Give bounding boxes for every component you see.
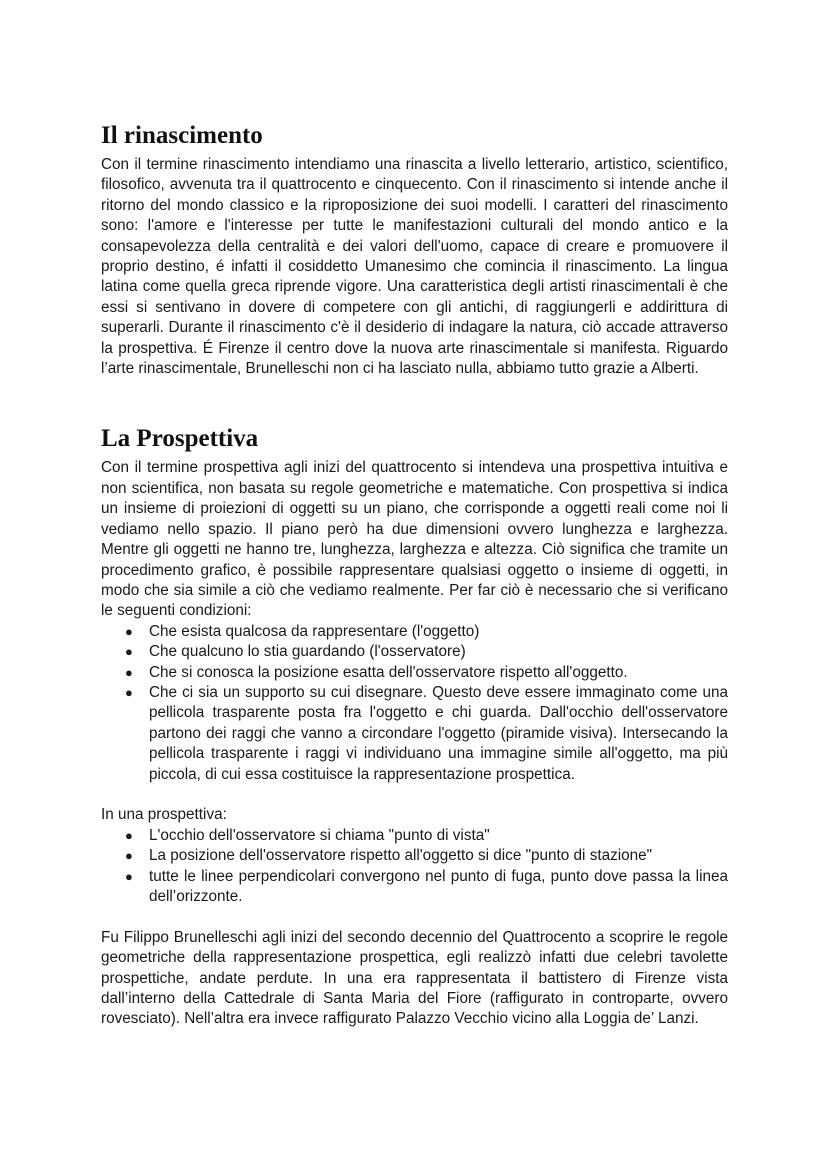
list-item: ● Che esista qualcosa da rappresentare (l'oggetto) (101, 622, 728, 642)
bullet-icon: ● (125, 827, 133, 843)
paragraph-brunelleschi: Fu Filippo Brunelleschi agli inizi del secondo decennio del Quattrocento a scoprire le regole geometriche della rappresentazione prospettica, egli realizzò infatti due celebri tavolette prospettiche, andate perdute. In una era rappresentata il battistero di Firenze vista dall’interno della Cattedrale di Santa Maria del Fiore (raffigurato in controparte, ovvero rovesciato). Nell’altra era invece raffigurato Palazzo Vecchio vicino alla Loggia de’ Lanzi. (101, 928, 728, 1028)
section-prospettiva (101, 423, 728, 1029)
bullet-icon: ● (125, 848, 133, 864)
list-item: ● Che ci sia un supporto su cui disegnare. Questo deve essere immaginato come una pellicola trasparente posta fra l'oggetto e chi guarda. Dall'occhio dell'osservatore partono dei raggi che vanno a circondare l'oggetto (piramide visiva). Intersecando la pellicola trasparente i raggi vi individuano una immagine simile all'oggetto, ma più piccola, di cui essa costituisce la rappresentazione prospettica. (125, 683, 728, 783)
bullet-icon: ● (125, 664, 133, 680)
spacer (101, 785, 728, 805)
list2-intro: In una prospettiva: (101, 806, 227, 824)
list-item: ● La posizione dell'osservatore rispetto all'oggetto si dice "punto di stazione" (101, 846, 728, 866)
list-item: ● L'occhio dell'osservatore si chiama "punto di vista" (101, 826, 728, 846)
bullet-icon: ● (125, 684, 133, 700)
perspective-terms-list (101, 826, 728, 908)
bullet-icon: ● (125, 868, 133, 884)
list-item: ● Che si conosca la posizione esatta dell'osservatore rispetto all'oggetto. (101, 663, 728, 683)
list-item: ● Che qualcuno lo stia guardando (l'osservatore) (101, 642, 728, 662)
spacer (101, 907, 728, 927)
document-page (101, 120, 728, 1030)
bullet-icon: ● (125, 623, 133, 639)
conditions-list (101, 622, 728, 785)
paragraph-rinascimento: Con il termine rinascimento intendiamo una rinascita a livello letterario, artistico, scientifico, filosofico, avvenuta tra il quattrocento e cinquecento. Con il rinascimento si intende anche il ritorno del mondo classico e la riproposizione dei suoi modelli. I caratteri del rinascimento sono: l'amore e l'interesse per tutte le manifestazioni culturali del mondo antico e la consapevolezza della centralità e dei valori dell'uomo, capace di creare e promuovere il proprio destino, é infatti il cosiddetto Umanesimo che comincia il rinascimento. La lingua latina come quella greca riprende vigore. Una caratteristica degli artisti rinascimentali è che essi si sentivano in dovere di competere con gli antichi, di raggiungerli e addirittura di superarli. Durante il rinascimento c'è il desiderio di indagare la natura, ciò accade attraverso la prospettiva. É Firenze il centro dove la nuova arte rinascimentale si manifesta. Riguardo l’arte rinascimentale, Brunelleschi non ci ha lasciato nulla, abbiamo tutto grazie a Alberti. (101, 156, 728, 378)
heading-rinascimento: Il rinascimento (101, 122, 263, 149)
section-rinascimento (101, 120, 728, 379)
list-item: ● tutte le linee perpendicolari convergono nel punto di fuga, punto dove passa la linea dell’orizzonte. (125, 867, 728, 905)
bullet-icon: ● (125, 644, 133, 660)
heading-prospettiva: La Prospettiva (101, 425, 259, 453)
paragraph-prospettiva-intro: Con il termine prospettiva agli inizi del quattrocento si intendeva una prospettiva intuitiva e non scientifica, non basata su regole geometriche e matematiche. Con prospettiva si indica un insieme di proiezioni di oggetti su un piano, che corrisponde a oggetti reali come noi li vediamo nello spazio. Il piano però ha due dimensioni ovvero lunghezza e larghezza. Mentre gli oggetti ne hanno tre, lunghezza, larghezza e altezza. Ciò significa che tramite un procedimento grafico, è possibile rappresentare qualsiasi oggetto o insieme di oggetti, in modo che sia simile a ciò che vediamo realmente. Per far ciò è necessario che si verificano le seguenti condizioni: (101, 459, 728, 620)
